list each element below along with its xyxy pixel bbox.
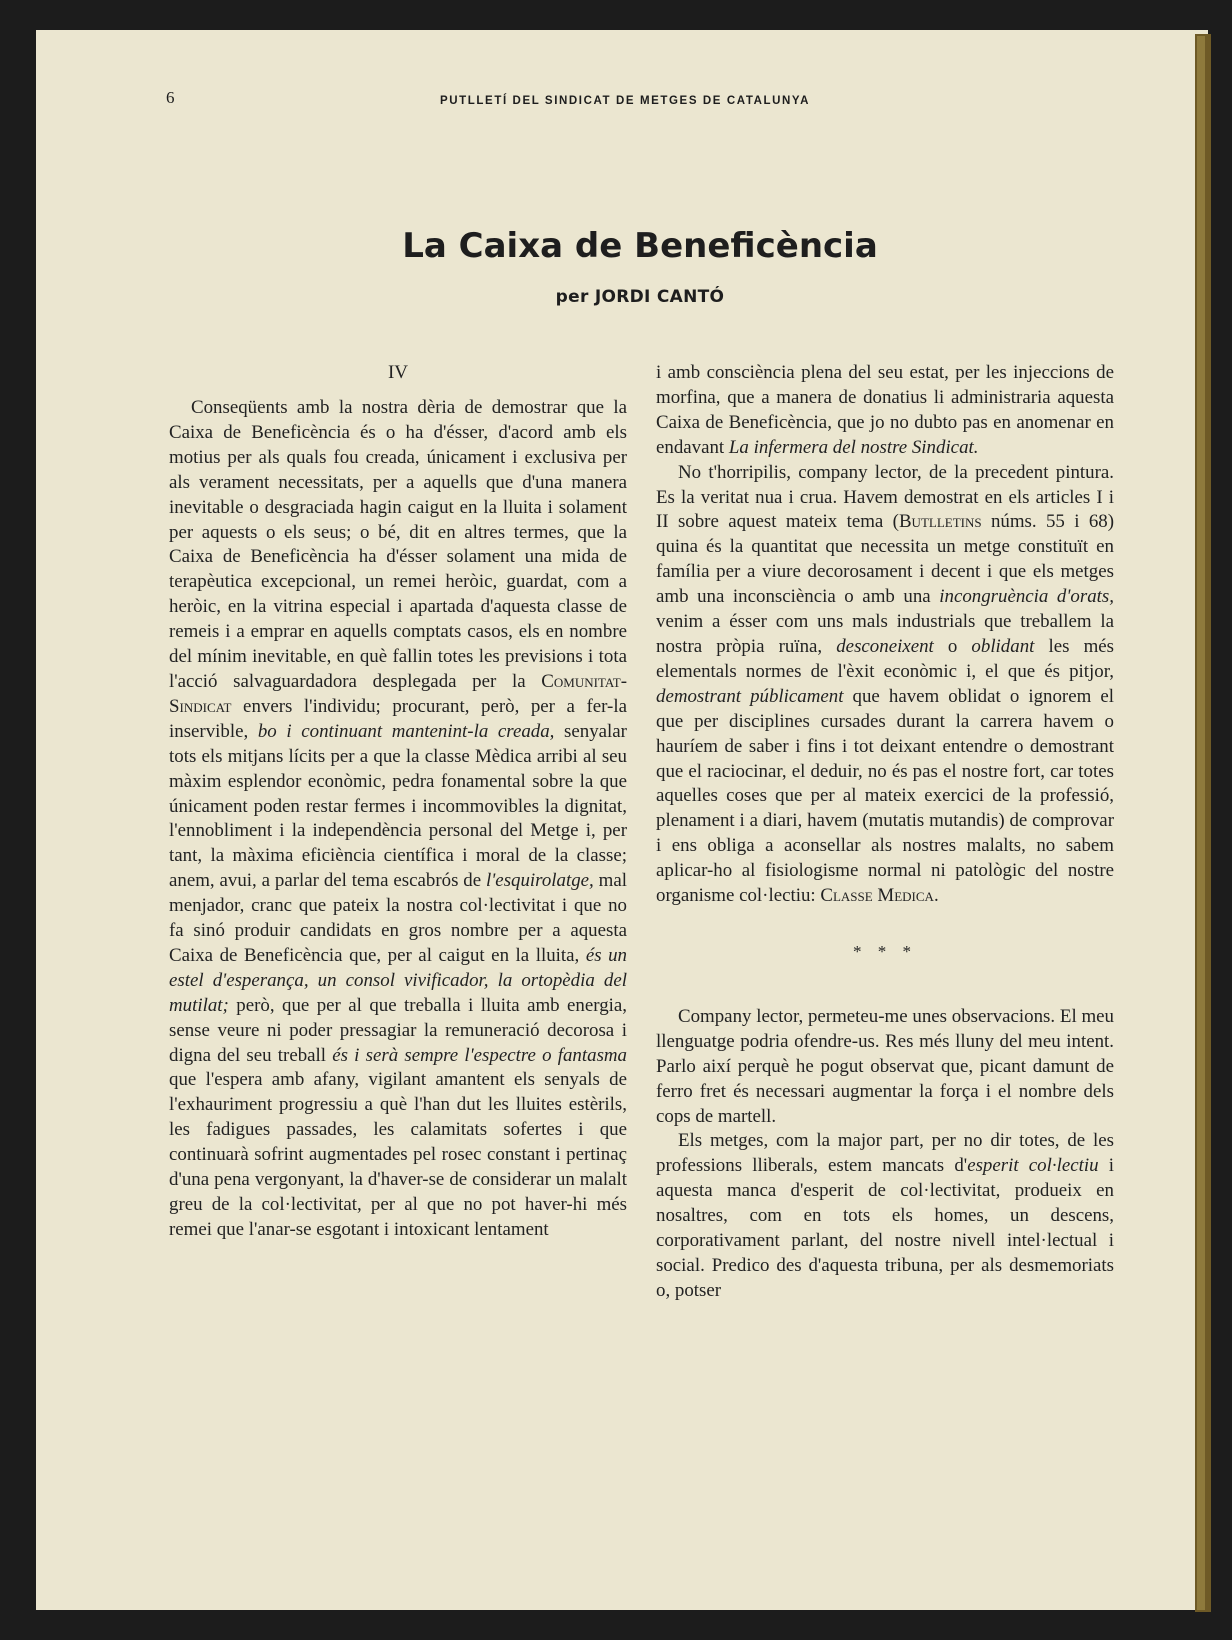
text-run: i amb consciència plena del seu estat, per les injeccions de morfina, que a manera de donatius li administraria aquesta Caixa de Beneficència, que jo no dubto pas en anomenar en endavant xyxy=(656,362,1114,458)
article-byline: per JORDI CANTÓ xyxy=(555,287,725,307)
section-separator: * * * xyxy=(853,941,917,961)
left-column xyxy=(169,360,627,1243)
small-caps-run: Classe Medica. xyxy=(820,885,939,907)
binding-edge-inner xyxy=(1197,36,1205,1610)
text-run: i aquesta manca d'esperit de col·lectivitat, produeix en nosaltres, com en tots els homes, un descens, corporativament parlant, del nostre nivell intel·lectual i social. Predico des d'aquesta tribuna, per als desmemoriats o, potser xyxy=(656,1155,1114,1301)
text-run: senyalar tots els mitjans lícits per a que la classe Mèdica arribi al seu màxim esplendor econòmic, pedra fonamental sobre la que únicament poden restar fermes i incommovibles la dignitat, l'ennobliment i la independència personal del Metge i, per tant, la màxima eficiència científica i moral de la classe; anem, avui, a parlar del tema escabrós de xyxy=(169,720,627,892)
text-run: que havem oblidat o ignorem el que per disciplines cursades durant la carrera havem o hauríem de saber i fins i tot deixant entendre o demostrant que el raciocinar, el deduir, no és pas el nostre fort, car totes aquelles coses que per al mateix exercici de la professió, plenament i a diari, havem (mutatis mutandis) de comprovar i ens obliga a aconsellar als nostres malalts, no sabem aplicar-ho al fisiologisme normal ni patològic del nostre organisme col·lectiu: xyxy=(656,685,1114,907)
italic-run: bo i continuant mantenint-la creada, xyxy=(257,720,555,742)
paragraph xyxy=(169,396,627,1243)
article-title: La Caixa de Beneficència xyxy=(402,226,878,266)
italic-run: esperit col·lectiu xyxy=(967,1155,1099,1177)
text-run: que l'espera amb afany, vigilant amantent els senyals de l'exhauriment progressiu a què l'han dut les lluites estèrils, les fadigues passades, les calamitats sofertes i que continuarà sofrint augmentades pel rosec constant i pertinaç d'una pena vergonyant, la d'haver-se de considerar un malalt greu de la col·lectivitat, per al que no pot haver-hi més remei que l'anar-se esgotant i intoxicant lentament xyxy=(169,1069,627,1240)
text-run: envers l'individu; procurant, però, per a fer-la inservible, xyxy=(169,695,627,742)
text-run: núms. 55 i 68) quina és la quantitat que necessita un metge constituït en família per a viure decorosament i decent i que els metges amb una inconsciència o amb una xyxy=(656,511,1114,608)
small-caps-run: Comunitat-Sindicat xyxy=(169,670,627,717)
italic-run: incongruència d'orats, xyxy=(939,586,1114,608)
text-run: mal menjador, cranc que pateix la nostra col·lectivitat i que no fa sinó produir candidats en gros nombre per a aquesta Caixa de Beneficència que, per al caigut en la lluita, xyxy=(169,870,627,966)
section-numeral: IV xyxy=(387,362,409,383)
text-run: les més elementals normes de l'èxit econòmic i, el que és pitjor, xyxy=(656,635,1114,682)
italic-run: demostrant públicament xyxy=(656,685,844,707)
italic-run: l'esquirolatge, xyxy=(486,870,594,892)
italic-run: oblidant xyxy=(971,635,1035,657)
small-caps-run: Butlletins xyxy=(898,511,982,533)
paragraph xyxy=(656,461,1114,909)
text-run: o xyxy=(933,635,972,657)
running-head: PUTLLETÍ DEL SINDICAT DE METGES DE CATALUNYA xyxy=(440,95,811,107)
italic-run: és i serà sempre l'espectre o fantasma xyxy=(332,1044,628,1066)
page-number: 6 xyxy=(166,88,175,107)
paragraph xyxy=(656,361,1114,461)
text-run: Els metges, com la major part, per no dir totes, de les professions lliberals, estem mancats d' xyxy=(656,1130,1114,1177)
italic-run: La infermera del nostre Sindicat. xyxy=(728,436,979,458)
paragraph xyxy=(656,1129,1114,1303)
text-run: Conseqüents amb la nostra dèria de demostrar que la Caixa de Beneficència és o ha d'ésser, d'acord amb els motius per als quals fou creada, únicament i exclusiva per als verament necessitats, per a aquells que d'una manera inevitable o desgraciada hagin caigut en la lluita i solament per aquests o els seus; o bé, dit en altres termes, que la Caixa de Beneficència ha d'ésser solament una mida de terapèutica excepcional, un remei heròic, guardat, com a heròic, en la vitrina especial i apartada d'aquesta classe de remeis i a emprar en aquells comptats casos, els en nombre del mínim inevitable, en què fallin totes les previsions i tota l'acció salvaguardadora desplegada per la xyxy=(169,397,627,692)
paragraph: Company lector, permeteu-me unes observacions. El meu llenguatge podria ofendre-us. Res més lluny del meu intent. Parlo així perquè he pogut observat que, picant damunt de ferro fret és necessari augmentar la força i el nombre dels cops de martell. xyxy=(656,1005,1114,1127)
text-run: venim a ésser com uns mals industrials que treballem la nostra pròpia ruïna, xyxy=(656,611,1114,657)
italic-run: és un estel d'esperança, un consol vivificador, la ortopèdia del mutilat; xyxy=(169,944,627,1016)
italic-run: desconeixent xyxy=(836,635,934,657)
right-column xyxy=(656,361,1114,1304)
text-run: No t'horripilis, company lector, de la precedent pintura. Es la veritat nua i crua. Havem demostrat en els articles I i II sobre aquest mateix tema ( xyxy=(656,461,1114,533)
text-run: però, que per al que treballa i lluita amb energia, sense veure ni poder pressagiar la remuneració decorosa i digna del seu treball xyxy=(169,994,627,1066)
